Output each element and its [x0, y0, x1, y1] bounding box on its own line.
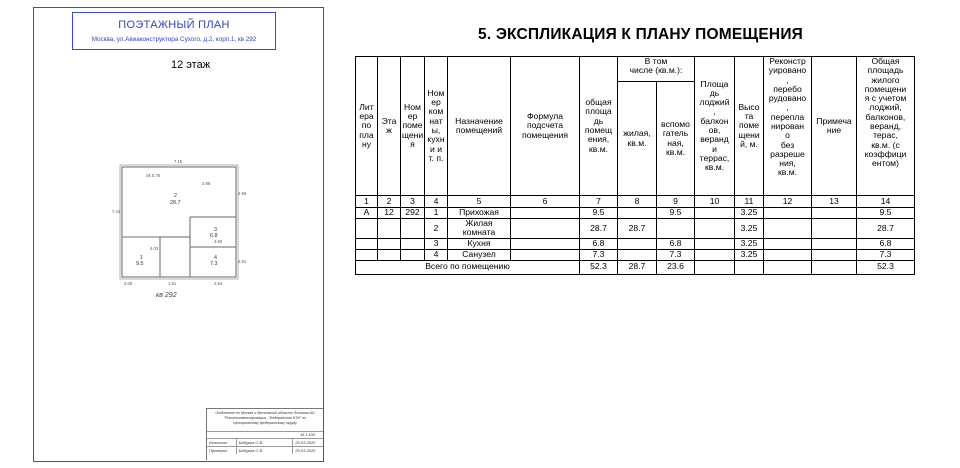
table-cell: 6.8: [657, 238, 695, 249]
stamp-role: Проверил: [207, 447, 237, 454]
table-cell: [401, 219, 425, 239]
table-cell: [511, 238, 580, 249]
room-purpose-cell: Прихожая: [448, 208, 511, 219]
column-number: 3: [401, 196, 425, 208]
table-cell: [618, 208, 657, 219]
room-3-area: 6.8: [210, 233, 218, 239]
explication-table: [355, 56, 915, 275]
header-note: Примеча ние: [812, 57, 857, 196]
stamp-date: 20.03.2020: [295, 448, 316, 453]
table-cell: [378, 219, 401, 239]
table-cell: [812, 238, 857, 249]
floor-label: 12 этаж: [171, 59, 211, 71]
table-row: [356, 208, 915, 219]
table-cell: 6.8: [580, 238, 618, 249]
table-cell: [618, 238, 657, 249]
total-area: 52.3: [580, 260, 618, 274]
dim-bottom-left: 2.08: [124, 281, 133, 286]
room-4-num: 4: [214, 255, 217, 261]
dim-right-upper: 4.96: [238, 191, 247, 196]
header-floor: Эта ж: [378, 57, 401, 196]
table-cell: [812, 219, 857, 239]
header-part-no: Ном ер ком нат ы, кухн и и т. п.: [425, 57, 448, 196]
column-number: 5: [448, 196, 511, 208]
header-litera: Лит ера по пла ну: [356, 57, 378, 196]
table-cell: [695, 208, 735, 219]
dim-left: 7.41: [112, 209, 121, 214]
plan-address: Москва, ул.Авиаконструктора Сухого, д.2, корп.1, кв 292: [91, 36, 257, 43]
plan-title: ПОЭТАЖНЫЙ ПЛАН: [118, 19, 230, 31]
room-purpose-cell: Жилая комната: [448, 219, 511, 239]
table-cell: 2: [425, 219, 448, 239]
table-cell: [695, 249, 735, 260]
header-height: Высо та поме щени й, м.: [735, 57, 764, 196]
table-cell: 3: [425, 238, 448, 249]
table-cell: [812, 249, 857, 260]
table-cell: 3.25: [735, 219, 764, 239]
column-number: 2: [378, 196, 401, 208]
column-number: 4: [425, 196, 448, 208]
total-empty: [695, 260, 735, 274]
dim-bottom-mid: 1.91: [168, 281, 177, 286]
stamp-name: Бабуров С.В.: [237, 439, 294, 446]
dim-room1: 4.03: [150, 246, 159, 251]
column-number: 7: [580, 196, 618, 208]
explication-title: 5. ЭКСПЛИКАЦИЯ К ПЛАНУ ПОМЕЩЕНИЯ: [478, 26, 804, 43]
header-total-area: общая площа дь помещ ения, кв.м.: [580, 57, 618, 196]
total-empty: [764, 260, 812, 274]
dim-bottom-right: 2.54: [214, 281, 223, 286]
room-1-area: 9.5: [136, 261, 144, 267]
stamp-scale: М 1:100: [207, 431, 323, 438]
table-cell: [378, 238, 401, 249]
header-total-with: Общая площадь жилого помещени я с учетом лоджий, балконов, веранд, терас, кв.м. (с коэффици ентом): [857, 57, 915, 196]
table-cell: 292: [401, 208, 425, 219]
header-purpose: Назначение помещений: [448, 57, 511, 196]
header-group: В том числе (кв.м.):: [618, 57, 695, 82]
table-cell: А: [356, 208, 378, 219]
table-cell: 7.3: [657, 249, 695, 260]
table-cell: 28.7: [857, 219, 915, 239]
table-cell: [378, 249, 401, 260]
table-cell: [764, 208, 812, 219]
column-number: 8: [618, 196, 657, 208]
table-cell: 28.7: [618, 219, 657, 239]
table-cell: 28.7: [580, 219, 618, 239]
table-cell: [618, 249, 657, 260]
total-empty: [735, 260, 764, 274]
header-reconstruction: Реконстр уировано , перебо рудовано , перепла нирован о без разреше ния, кв.м.: [764, 57, 812, 196]
total-row: [356, 260, 915, 274]
total-label: Всего по помещению: [356, 260, 580, 274]
table-cell: [695, 219, 735, 239]
table-cell: [511, 249, 580, 260]
column-number: 14: [857, 196, 915, 208]
floor-plan-sheet: [33, 7, 324, 462]
table-cell: [356, 238, 378, 249]
stamp-row: [207, 438, 323, 446]
table-cell: 9.5: [580, 208, 618, 219]
header-loggia: Площа дь лоджий , балкон ов, веранд и террас, кв.м.: [695, 57, 735, 196]
table-cell: 9.5: [657, 208, 695, 219]
room-purpose-cell: Кухня: [448, 238, 511, 249]
table-cell: 4: [425, 249, 448, 260]
total-with-coef: 52.3: [857, 260, 915, 274]
total-empty: [812, 260, 857, 274]
table-cell: [401, 249, 425, 260]
table-row: [356, 238, 915, 249]
dim-right-lower: 2.91: [238, 259, 247, 264]
table-cell: 3.25: [735, 238, 764, 249]
title-block-stamp: [206, 408, 323, 460]
table-cell: [401, 238, 425, 249]
stamp-date: 20.03.2020: [295, 440, 316, 445]
dim-top: 7.15: [174, 159, 183, 164]
apartment-label: кв 292: [156, 292, 177, 299]
total-aux: 23.6: [657, 260, 695, 274]
table-cell: 7.3: [580, 249, 618, 260]
table-cell: [356, 249, 378, 260]
room-1-num: 1: [140, 255, 143, 261]
table-cell: [356, 219, 378, 239]
dim-room3-width: 3.60: [214, 239, 223, 244]
table-cell: 3.25: [735, 208, 764, 219]
column-number: 10: [695, 196, 735, 208]
stamp-name: Бабуров С.В.: [237, 447, 294, 454]
table-cell: 7.3: [857, 249, 915, 260]
header-living: жилая, кв.м.: [618, 82, 657, 196]
header-room-no: Ном ер поме щени я: [401, 57, 425, 196]
table-cell: 1: [425, 208, 448, 219]
column-number: 11: [735, 196, 764, 208]
table-cell: [695, 238, 735, 249]
room-4-area: 7.3: [210, 261, 218, 267]
stamp-row: [207, 446, 323, 454]
table-cell: [764, 249, 812, 260]
column-number-row: [356, 196, 915, 208]
column-number: 1: [356, 196, 378, 208]
plan-title-box: [72, 12, 276, 50]
table-row: [356, 219, 915, 239]
total-living: 28.7: [618, 260, 657, 274]
stamp-role: Исполнил: [207, 439, 237, 446]
header-aux: вспомо гатель ная, кв.м.: [657, 82, 695, 196]
room-2-num: 2: [174, 193, 177, 199]
table-cell: [812, 208, 857, 219]
column-number: 6: [511, 196, 580, 208]
table-cell: 12: [378, 208, 401, 219]
table-cell: [764, 219, 812, 239]
dim-corridor: 2.96: [202, 181, 211, 186]
table-cell: [657, 219, 695, 239]
table-cell: 6.8: [857, 238, 915, 249]
stamp-organization: Отделение по Москве и Московской области Филиала АО "Ростехинвентаризация - Федеральное БТИ" по Центральному федеральному округу: [215, 411, 315, 425]
column-number: 12: [764, 196, 812, 208]
column-number: 9: [657, 196, 695, 208]
room-purpose-cell: Санузел: [448, 249, 511, 260]
table-cell: [511, 219, 580, 239]
column-number: 13: [812, 196, 857, 208]
floor-plan-drawing: [110, 155, 250, 295]
header-formula: Формула подсчета помещения: [511, 57, 580, 196]
table-row: [356, 249, 915, 260]
room-2-area: 28.7: [170, 200, 181, 206]
table-cell: [511, 208, 580, 219]
dim-note: Sk 5.75: [146, 173, 161, 178]
table-cell: 3.25: [735, 249, 764, 260]
room-3-num: 3: [214, 227, 217, 233]
table-cell: [764, 238, 812, 249]
table-cell: 9.5: [857, 208, 915, 219]
